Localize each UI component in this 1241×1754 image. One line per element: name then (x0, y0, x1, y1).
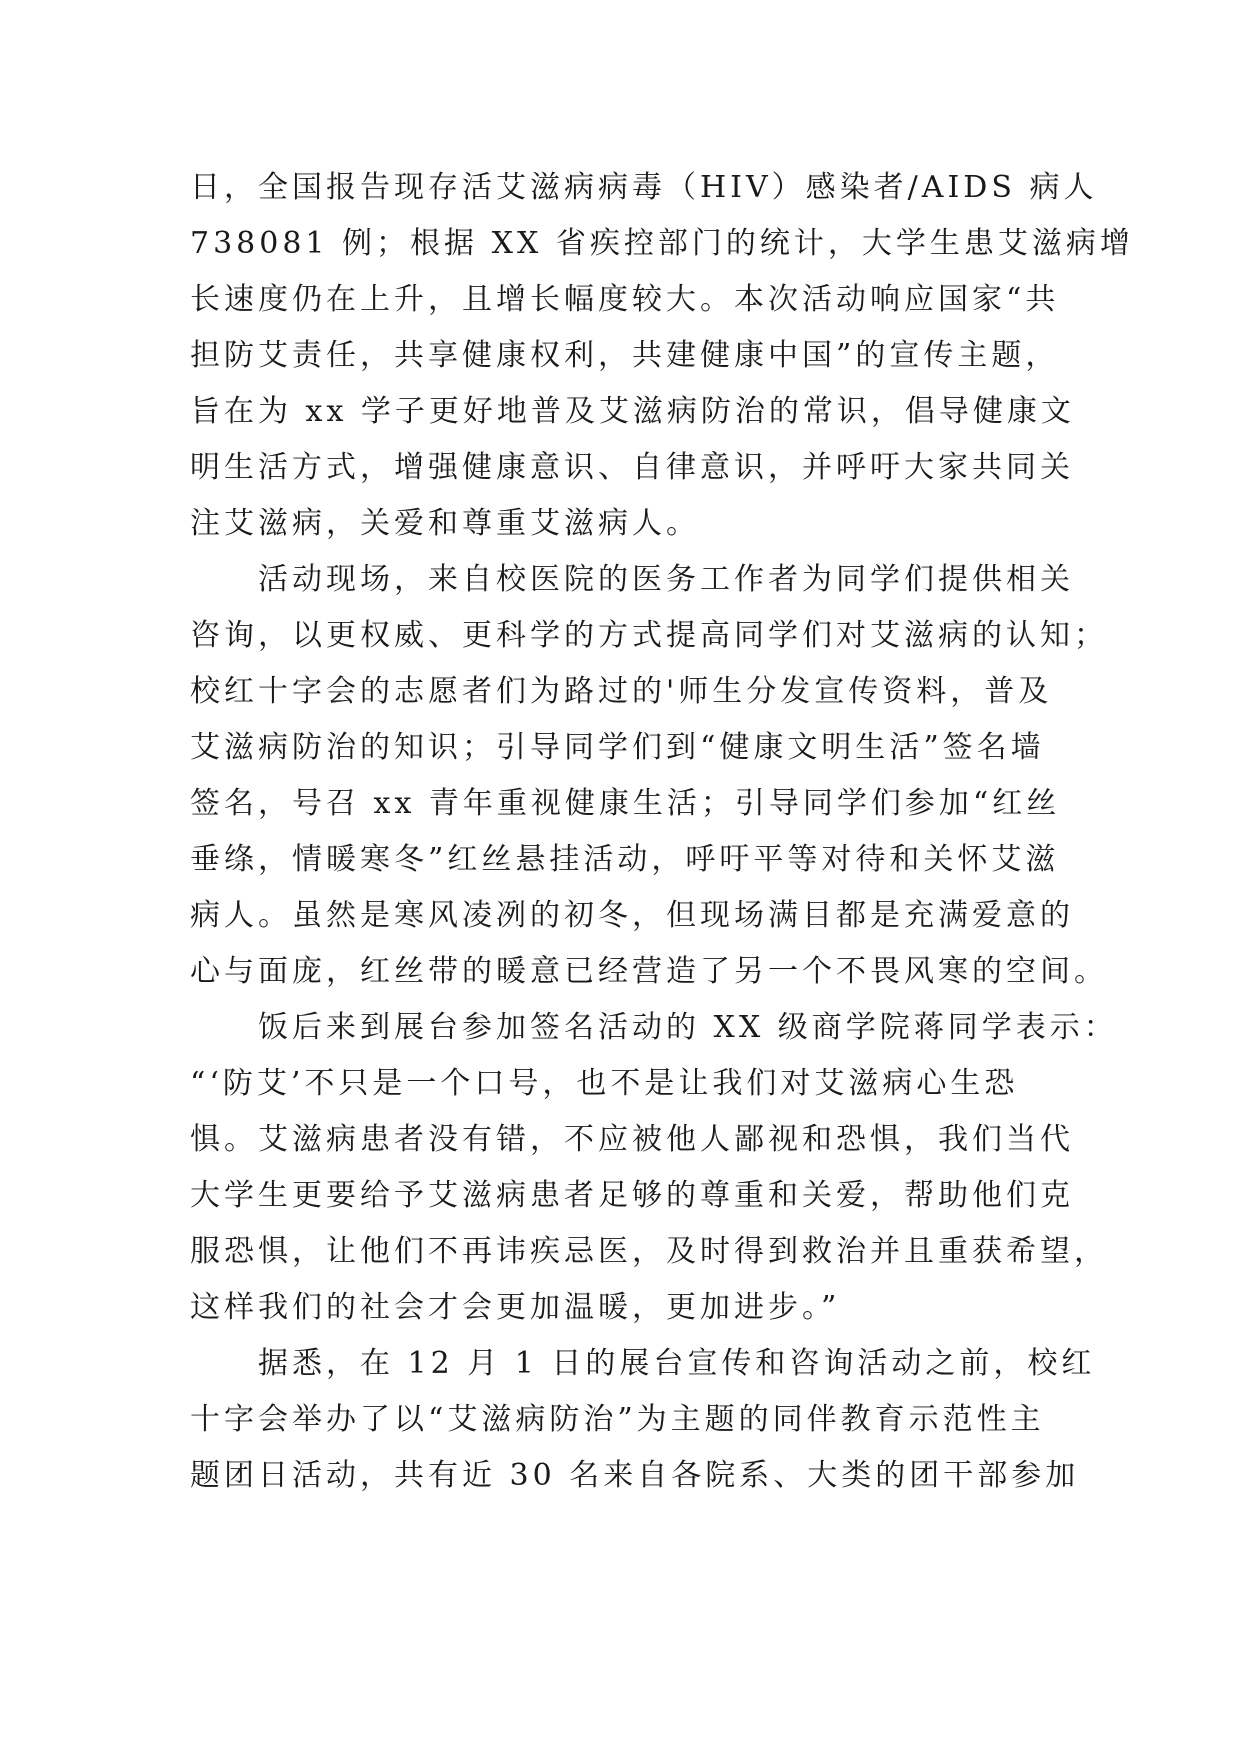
text-line: 这样我们的社会才会更加温暖，更加进步。” (190, 1290, 841, 1325)
text-line: 咨询，以更权威、更科学的方式提高同学们对艾滋病的认知； (190, 618, 1108, 653)
text-line: 旨在为 xx 学子更好地普及艾滋病防治的常识，倡导健康文 (190, 394, 1075, 429)
text-line: 长速度仍在上升，且增长幅度较大。本次活动响应国家“共 (190, 282, 1060, 317)
text-line: 担防艾责任，共享健康权利，共建健康中国”的宣传主题， (190, 338, 1060, 373)
document-body (190, 160, 1134, 1504)
text-line: 十字会举办了以“艾滋病防治”为主题的同伴教育示范性主 (190, 1402, 1045, 1437)
text-line: 活动现场，来自校医院的医务工作者为同学们提供相关 (190, 562, 1074, 597)
text-line: 日，全国报告现存活艾滋病病毒（HIV）感染者/AIDS 病人 (190, 170, 1098, 205)
text-line: 饭后来到展台参加签名活动的 XX 级商学院蒋同学表示： (190, 1010, 1118, 1045)
text-line: 惧。艾滋病患者没有错，不应被他人鄙视和恐惧，我们当代 (190, 1122, 1074, 1157)
text-line: 艾滋病防治的知识；引导同学们到“健康文明生活”签名墙 (190, 730, 1045, 765)
text-line: 垂绦，情暖寒冬”红丝悬挂活动，呼吁平等对待和关怀艾滋 (190, 842, 1060, 877)
text-line: 心与面庞，红丝带的暖意已经营造了另一个不畏风寒的空间。 (190, 954, 1108, 989)
text-line: 题团日活动，共有近 30 名来自各院系、大类的团干部参加 (190, 1458, 1080, 1493)
text-line: 病人。虽然是寒风凌冽的初冬，但现场满目都是充满爱意的 (190, 898, 1074, 933)
text-line: 注艾滋病，关爱和尊重艾滋病人。 (190, 506, 700, 541)
text-line: 大学生更要给予艾滋病患者足够的尊重和关爱，帮助他们克 (190, 1178, 1074, 1213)
text-line: “‘防艾’不只是一个口号，也不是让我们对艾滋病心生恐 (190, 1066, 1019, 1101)
text-line: 738081 例；根据 XX 省疾控部门的统计，大学生患艾滋病增 (190, 226, 1134, 261)
text-line: 签名，号召 xx 青年重视健康生活；引导同学们参加“红丝 (190, 786, 1061, 821)
text-line: 服恐惧，让他们不再讳疾忌医，及时得到救治并且重获希望， (190, 1234, 1108, 1269)
text-line: 据悉，在 12 月 1 日的展台宣传和咨询活动之前，校红 (190, 1346, 1096, 1381)
text-line: 明生活方式，增强健康意识、自律意识，并呼吁大家共同关 (190, 450, 1074, 485)
text-line: 校红十字会的志愿者们为路过的'师生分发宣传资料，普及 (190, 674, 1053, 709)
